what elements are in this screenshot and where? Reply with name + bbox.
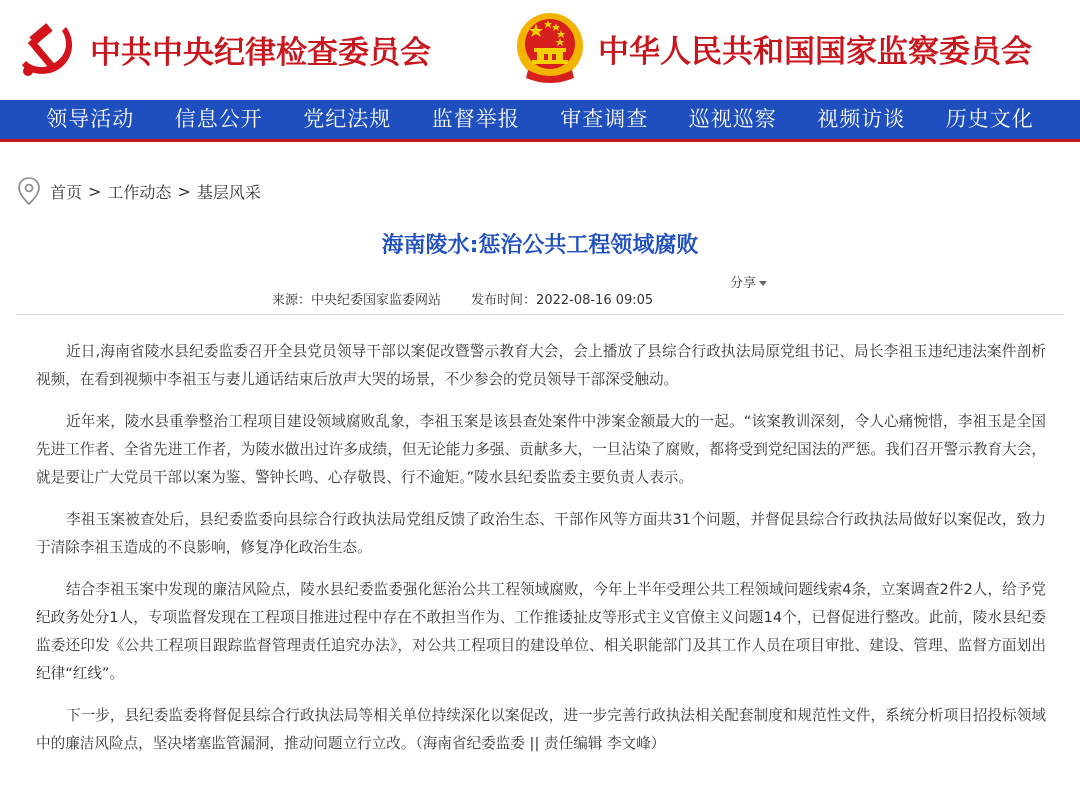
nav-item-information[interactable]: 信息公开 (174, 107, 263, 131)
article-paragraph: 近日,海南省陵水县纪委监委召开全县党员领导干部以案促改暨警示教育大会，会上播放了县综合行政执法局原党组书记、局长李祖玉违纪违法案件剖析视频，在看到视频中李祖玉与妻儿通话结束后放声大哭的场景，不少参会的党员领导干部深受触动。 (36, 343, 1046, 388)
breadcrumb-home[interactable]: 首页 (50, 182, 83, 202)
breadcrumb-separator: > (177, 181, 191, 201)
article-paragraph: 结合李祖玉案中发现的廉洁风险点，陵水县纪委监委强化惩治公共工程领域腐败，今年上半年受理公共工程领域问题线索4条，立案调查2件2人，给予党纪政务处分1人，专项监督发现在工程项目推进过程中存在不敢担当作为、工作推诿扯皮等形式主义官僚主义问题14个，已督促进行整改。此前，陵水县纪委监委还印发《公共工程项目跟踪监督管理责任追究办法》，对公共工程项目的建设单位、相关职能部门及其工作人员在项目审批、建设、管理、监督方面划出纪律“红线”。 (36, 581, 1046, 682)
nsc-name: 中华人民共和国国家监察委员会 (598, 33, 1032, 70)
caret-down-icon (759, 281, 767, 286)
article-body (36, 338, 1046, 772)
nav-item-inspection[interactable]: 巡视巡察 (688, 107, 777, 131)
main-nav (0, 100, 1080, 142)
location-pin-icon (16, 176, 42, 206)
source-value: 中央纪委国家监委网站 (311, 293, 442, 308)
breadcrumb-grassroots[interactable]: 基层风采 (196, 182, 261, 202)
nsc-logo[interactable] (514, 8, 1032, 88)
party-emblem-icon (16, 17, 80, 81)
article-paragraph: 近年来，陵水县重拳整治工程项目建设领域腐败乱象，李祖玉案是该县查处案件中涉案金额最大的一起。“该案教训深刻，令人心痛惋惜，李祖玉是全国先进工作者、全省先进工作者，为陵水做出过许多成绩，但无论能力多强、贡献多大，一旦沾染了腐败，都将受到党纪国法的严惩。我们召开警示教育大会，就是要让广大党员干部以案为鉴、警钟长鸣、心存敬畏、行不逾矩。”陵水县纪委监委主要负责人表示。 (36, 413, 1046, 486)
nav-item-report[interactable]: 监督举报 (431, 107, 520, 131)
divider (16, 314, 1064, 315)
share-label: 分享 (730, 276, 757, 291)
breadcrumb-work-news[interactable]: 工作动态 (107, 182, 172, 202)
site-header (0, 0, 1080, 100)
nav-item-video[interactable]: 视频访谈 (817, 107, 906, 131)
breadcrumb (16, 174, 261, 208)
publish-time-value: 2022-08-16 09:05 (536, 293, 654, 308)
breadcrumb-separator: > (88, 181, 102, 201)
ccdi-logo[interactable] (16, 14, 431, 84)
publish-time-label: 发布时间： (471, 293, 537, 308)
share-button[interactable] (730, 272, 767, 291)
article-meta (272, 289, 653, 308)
nav-item-investigation[interactable]: 审查调查 (560, 107, 649, 131)
source-label: 来源： (272, 293, 312, 308)
national-emblem-icon (514, 10, 586, 86)
nav-item-history[interactable]: 历史文化 (945, 107, 1034, 131)
article-paragraph: 下一步，县纪委监委将督促县综合行政执法局等相关单位持续深化以案促改，进一步完善行政执法相关配套制度和规范性文件，系统分析项目招投标领域中的廉洁风险点，坚决堵塞监管漏洞，推动问题立行立改。（海南省纪委监委 || 责任编辑 李文峰） (36, 707, 1046, 752)
nav-item-leadership[interactable]: 领导活动 (46, 107, 135, 131)
ccdi-name: 中共中央纪律检查委员会 (90, 34, 431, 71)
article-title: 海南陵水:惩治公共工程领域腐败 (381, 233, 699, 258)
article-paragraph: 李祖玉案被查处后，县纪委监委向县综合行政执法局党组反馈了政治生态、干部作风等方面共31个问题，并督促县综合行政执法局做好以案促改，致力于清除李祖玉造成的不良影响，修复净化政治生态。 (36, 511, 1046, 556)
nav-item-regulations[interactable]: 党纪法规 (303, 107, 392, 131)
